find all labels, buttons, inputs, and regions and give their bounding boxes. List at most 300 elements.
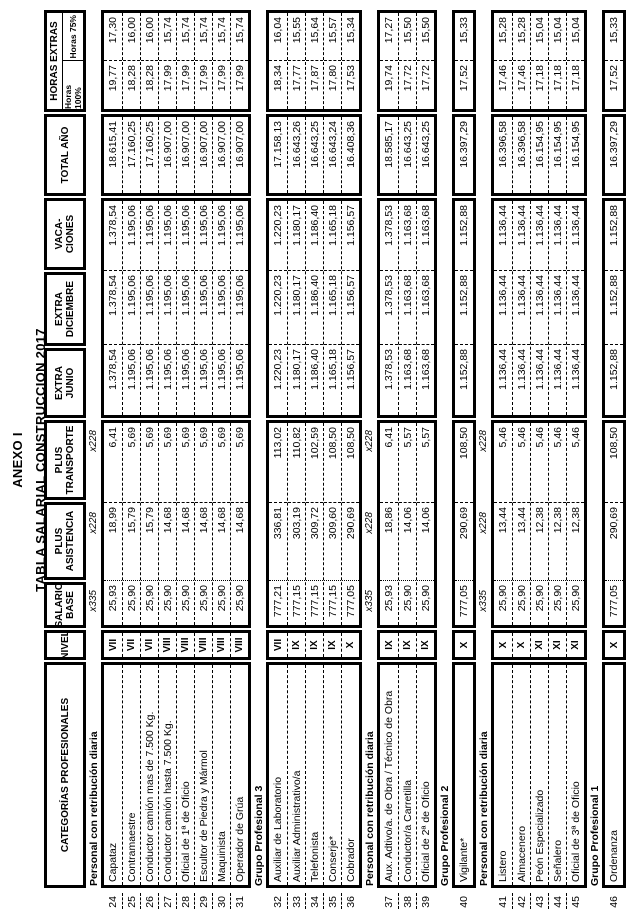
row-number: 34: [308, 896, 321, 908]
horas-75-cell: 15,74: [159, 13, 176, 61]
section-spacer: [437, 10, 452, 112]
horas-75-header: Horas 75%: [63, 13, 83, 62]
nivel-cell: IX: [327, 640, 338, 650]
extra-diciembre-cell: 1.378,53: [380, 271, 398, 345]
plus-transporte-cell: 5,57: [399, 423, 416, 503]
section-spacer: [251, 198, 266, 418]
extra-diciembre-cell: 1.163,68: [417, 271, 434, 345]
extra-junio-header: [44, 348, 86, 418]
table-row: [122, 665, 140, 885]
table-row: [158, 665, 176, 885]
section-spacer: [86, 890, 101, 912]
section-block: [377, 420, 437, 628]
total-ano-cell: 17.160,25: [125, 121, 138, 168]
horas-75-cell: 16,00: [141, 13, 158, 61]
horas-100-cell: 18,34: [272, 65, 284, 92]
section-block: [266, 198, 362, 418]
salario-base-cell: 25,90: [161, 585, 174, 612]
table-row: [269, 13, 287, 109]
table-row: [176, 117, 194, 193]
table-row: [230, 117, 248, 193]
section-block: [101, 10, 251, 112]
section-spacer: [476, 630, 491, 660]
horas-100-cell: 17,99: [161, 65, 174, 92]
extra-diciembre-cell: 1.165,18: [324, 271, 341, 345]
table-row: [194, 633, 212, 657]
table-row: [212, 201, 230, 415]
category-cell: Conductor/a Carretilla: [401, 779, 414, 882]
multiplier-label: [587, 502, 602, 580]
plus-asistencia-cell: 336,81: [269, 503, 287, 581]
table-row: [269, 633, 287, 657]
table-row: [140, 117, 158, 193]
horas-100-cell: 18,28: [125, 65, 138, 92]
section-title: Personal con retribución diaria: [87, 731, 100, 886]
vacaciones-cell: 1.220,23: [269, 201, 287, 271]
vacaciones-cell: 1.195,06: [159, 201, 176, 271]
horas-75-cell: 15,34: [342, 13, 359, 61]
salario-base-cell: 25,90: [215, 585, 228, 612]
table-row: [530, 633, 548, 657]
section-block: [101, 420, 251, 628]
table-row: [512, 201, 530, 415]
table-row: [455, 423, 473, 625]
vacaciones-cell: 1.195,06: [213, 201, 230, 271]
salary-table: [44, 8, 626, 912]
multiplier-label: [437, 502, 452, 580]
row-number: 31: [233, 896, 246, 908]
table-row: [287, 665, 305, 885]
row-number: 35: [326, 896, 339, 908]
horas-75-cell: 15,74: [177, 13, 194, 61]
extra-junio-cell: 1.136,44: [569, 349, 582, 390]
table-row: [380, 633, 398, 657]
vacaciones-cell: 1.136,44: [531, 201, 548, 271]
table-row: [269, 423, 287, 625]
nivel-cell: VIII: [234, 637, 245, 653]
horas-75-cell: 15,74: [213, 13, 230, 61]
total-ano-cell: 16.907,00: [179, 121, 192, 168]
category-cell: Auxiliar de Laboratorio: [272, 776, 284, 882]
table-row: [398, 13, 416, 109]
section-title: Personal con retribución diaria: [363, 731, 376, 886]
salario-base-cell: 777,15: [308, 585, 321, 618]
section-spacer: [587, 114, 602, 196]
section-multipliers: [587, 420, 602, 628]
table-row: [104, 423, 122, 625]
horas-100-cell: 17,77: [290, 65, 303, 92]
table-row: [323, 893, 341, 909]
salario-base-header: [44, 582, 86, 628]
category-cell: Telefonista: [308, 831, 321, 882]
salario-base-cell: 25,90: [179, 585, 192, 612]
category-cell: Peón Especializado: [533, 789, 546, 882]
plus-transporte-cell: 5,46: [531, 423, 548, 503]
row-number: 42: [515, 896, 528, 908]
extra-diciembre-cell: 1.163,68: [399, 271, 416, 345]
vacaciones-cell: 1.152,88: [605, 201, 623, 271]
plus-asistencia-cell: 15,79: [123, 503, 140, 581]
table-row: [530, 423, 548, 625]
table-row: [512, 13, 530, 109]
extra-junio-cell: 1.152,88: [458, 349, 470, 390]
total-ano-cell: 16.643,25: [401, 121, 414, 168]
section-spacer: [476, 114, 491, 196]
table-row: [305, 117, 323, 193]
horas-75-cell: 17,30: [104, 13, 122, 61]
multiplier-label: [251, 580, 266, 628]
nivel-cell: X: [497, 641, 509, 649]
section-spacer: [86, 10, 101, 112]
section-spacer: [476, 198, 491, 418]
table-row: [380, 201, 398, 415]
row-number: 27: [161, 896, 174, 908]
row-number: 46: [608, 896, 620, 908]
nivel-cell: VIII: [180, 637, 191, 653]
table-row: [548, 893, 566, 909]
plus-transporte-cell: 102,59: [306, 423, 323, 503]
section-spacer: [362, 10, 377, 112]
multiplier-label: [587, 580, 602, 628]
total-ano-header-label: TOTAL AÑO: [59, 126, 71, 184]
section-block: [602, 114, 626, 196]
category-cell: Aux. Adtivo/a. de Obra / Técnico de Obra: [383, 690, 395, 882]
table-row: [455, 665, 473, 885]
horas-100-cell: 17,18: [533, 65, 546, 92]
table-row: [566, 13, 584, 109]
plus-asistencia-cell: 13,44: [494, 503, 512, 581]
column-group-salario-pluses: [44, 420, 626, 628]
table-row: [341, 665, 359, 885]
plus-transporte-cell: 5,69: [213, 423, 230, 503]
plus-asistencia-cell: 18,99: [104, 503, 122, 581]
table-row: [122, 117, 140, 193]
table-row: [305, 633, 323, 657]
plus-transporte-cell: 5,69: [177, 423, 194, 503]
section-spacer: [362, 114, 377, 196]
section-block: [452, 662, 476, 888]
horas-75-cell: 15,64: [306, 13, 323, 61]
table-row: [380, 423, 398, 625]
section-block: [452, 10, 476, 112]
row-number: 24: [107, 896, 119, 908]
plus-transporte-cell: 5,69: [141, 423, 158, 503]
category-cell: Ordenanza: [608, 830, 620, 882]
extra-diciembre-cell: 1.180,17: [288, 271, 305, 345]
plus-asistencia-cell: 309,60: [324, 503, 341, 581]
extra-junio-cell: 1.195,06: [125, 349, 138, 390]
table-row: [269, 117, 287, 193]
section-block: [101, 114, 251, 196]
section-spacer: [86, 198, 101, 418]
total-ano-cell: 16.907,00: [197, 121, 210, 168]
extra-diciembre-header: [44, 272, 86, 346]
column-categorias: [44, 662, 626, 888]
total-ano-cell: 16.643,26: [290, 121, 303, 168]
horas-extras-subheaders: [63, 13, 83, 109]
table-row: [287, 201, 305, 415]
extra-junio-cell: 1.163,68: [401, 349, 414, 390]
multiplier-label: [251, 502, 266, 580]
annex-title: ANEXO I: [10, 432, 25, 488]
vacaciones-header-line2: CIONES: [65, 214, 76, 254]
column-nivel: [44, 630, 626, 660]
extra-diciembre-cell: 1.195,06: [141, 271, 158, 345]
table-row: [548, 423, 566, 625]
table-row: [530, 893, 548, 909]
extra-junio-cell: 1.136,44: [497, 349, 509, 390]
horas-100-cell: 17,72: [401, 65, 414, 92]
table-row: [398, 117, 416, 193]
table-row: [566, 117, 584, 193]
table-row: [494, 665, 512, 885]
table-row: [176, 13, 194, 109]
vacaciones-cell: 1.156,57: [342, 201, 359, 271]
horas-100-cell: 19,77: [107, 65, 119, 92]
multiplier-label: x335: [88, 590, 99, 612]
section-spacer: [476, 890, 491, 912]
table-row: [158, 423, 176, 625]
table-row: [176, 665, 194, 885]
extra-diciembre-cell: 1.195,06: [177, 271, 194, 345]
section-multipliers: [476, 420, 491, 628]
nivel-cell: VII: [107, 638, 119, 652]
table-row: [305, 13, 323, 109]
extra-diciembre-cell: 1.136,44: [494, 271, 512, 345]
table-row: [416, 201, 434, 415]
junio-header-line1: EXTRA: [54, 366, 65, 400]
nivel-cell: IX: [383, 640, 395, 650]
plus-asistencia-cell: 290,69: [342, 503, 359, 581]
total-ano-cell: 16.396,58: [515, 121, 528, 168]
table-row: [212, 893, 230, 909]
multiplier-label: x228: [88, 430, 99, 452]
nivel-cell: VII: [126, 638, 137, 652]
extra-diciembre-cell: 1.195,06: [159, 271, 176, 345]
row-number: 41: [497, 896, 509, 908]
section-multipliers: [437, 420, 452, 628]
category-cell: Conductor camión mas de 7.500 Kg.: [143, 711, 156, 882]
table-row: [212, 13, 230, 109]
table-row: [122, 893, 140, 909]
nivel-cell: IX: [309, 640, 320, 650]
total-ano-cell: 18.585,17: [383, 121, 395, 168]
salario-header-line1: SALARIO: [54, 582, 65, 628]
total-ano-cell: 16.154,95: [551, 121, 564, 168]
table-row: [104, 117, 122, 193]
vacaciones-cell: 1.195,06: [123, 201, 140, 271]
section-spacer: [587, 198, 602, 418]
plus-asistencia-cell: 14,68: [159, 503, 176, 581]
table-row: [287, 633, 305, 657]
nivel-cell: XI: [570, 640, 581, 650]
section-spacer: [437, 890, 452, 912]
table-row: [194, 117, 212, 193]
plus-transporte-cell: 5,69: [159, 423, 176, 503]
plus-asistencia-cell: 14,68: [213, 503, 230, 581]
section-spacer: [476, 10, 491, 112]
horas-100-cell: 19,74: [383, 65, 395, 92]
vacaciones-cell: 1.378,54: [104, 201, 122, 271]
table-row: [416, 665, 434, 885]
plus-transporte-cell: 108,50: [342, 423, 359, 503]
horas-75-cell: 16,04: [269, 13, 287, 61]
section-block: [452, 890, 476, 912]
salario-base-cell: 25,93: [383, 585, 395, 612]
table-row: [455, 893, 473, 909]
horas-100-cell: 17,99: [215, 65, 228, 92]
table-row: [512, 423, 530, 625]
table-row: [605, 893, 623, 909]
row-number: 30: [215, 896, 228, 908]
plus-transporte-cell: 108,50: [324, 423, 341, 503]
plus-asistencia-cell: 290,69: [605, 503, 623, 581]
diciembre-header-line2: DICIEMBRE: [65, 280, 76, 338]
vacaciones-cell: 1.136,44: [494, 201, 512, 271]
nivel-cell: VII: [272, 638, 284, 652]
section-spacer: [362, 890, 377, 912]
vacaciones-cell: 1.378,53: [380, 201, 398, 271]
section-spacer: [251, 114, 266, 196]
plus-transporte-cell: 110,82: [288, 423, 305, 503]
section-block: [266, 10, 362, 112]
vacaciones-cell: 1.195,06: [177, 201, 194, 271]
plus-asistencia-cell: 15,79: [141, 503, 158, 581]
table-row: [380, 13, 398, 109]
table-row: [566, 665, 584, 885]
table-row: [140, 201, 158, 415]
extra-junio-cell: 1.195,06: [233, 349, 246, 390]
horas-75-cell: 15,50: [417, 13, 434, 61]
salario-base-cell: 777,15: [290, 585, 303, 618]
plus-transporte-cell: 5,69: [195, 423, 212, 503]
plus-transporte-cell: 5,69: [123, 423, 140, 503]
table-row: [566, 893, 584, 909]
table-row: [512, 633, 530, 657]
table-row: [122, 201, 140, 415]
column-group-horas-extras: [44, 10, 626, 112]
section-spacer: [362, 198, 377, 418]
nivel-cell: X: [345, 641, 356, 649]
table-row: [455, 201, 473, 415]
total-ano-cell: 17.158,13: [272, 121, 284, 168]
section-block: [602, 10, 626, 112]
table-row: [230, 893, 248, 909]
vacaciones-cell: 1.163,68: [417, 201, 434, 271]
vacaciones-cell: 1.136,44: [567, 201, 584, 271]
section-spacer: [587, 10, 602, 112]
column-group-pagas-extras: [44, 198, 626, 418]
section-block: [101, 198, 251, 418]
table-row: [323, 423, 341, 625]
table-row: [416, 633, 434, 657]
table-row: [512, 665, 530, 885]
category-cell: Señalero: [551, 839, 564, 882]
horas-100-cell: 17,18: [551, 65, 564, 92]
section-block: [602, 420, 626, 628]
nivel-cell: VII: [144, 638, 155, 652]
section-spacer: [587, 890, 602, 912]
table-row: [323, 633, 341, 657]
horas-extras-header: [44, 10, 86, 112]
plus-transporte-cell: 113,02: [269, 423, 287, 503]
row-number-header-spacer: [44, 890, 86, 912]
table-row: [530, 201, 548, 415]
table-row: [140, 665, 158, 885]
section-title: Personal con retribución diaria: [477, 731, 490, 886]
table-row: [230, 13, 248, 109]
table-row: [158, 13, 176, 109]
extra-diciembre-cell: 1.195,06: [213, 271, 230, 345]
row-number: 29: [197, 896, 210, 908]
extra-diciembre-cell: 1.136,44: [567, 271, 584, 345]
category-cell: Conserje*: [326, 835, 339, 882]
table-row: [566, 423, 584, 625]
table-row: [566, 633, 584, 657]
table-row: [212, 665, 230, 885]
section-title: Grupo Profesional 1: [588, 785, 601, 886]
section-spacer: [587, 630, 602, 660]
salario-base-cell: 777,05: [608, 585, 620, 618]
vacaciones-cell: 1.136,44: [549, 201, 566, 271]
extra-diciembre-cell: 1.195,06: [231, 271, 248, 345]
extra-junio-cell: 1.195,06: [197, 349, 210, 390]
section-block: [491, 890, 587, 912]
extra-diciembre-cell: 1.152,88: [455, 271, 473, 345]
table-row: [287, 423, 305, 625]
nivel-cell: IX: [402, 640, 413, 650]
section-multipliers: [86, 420, 101, 628]
table-row: [380, 665, 398, 885]
plus-asistencia-cell: 14,06: [417, 503, 434, 581]
salario-base-cell: 777,05: [344, 585, 357, 618]
category-cell: Oficial de 1ª de Oficio: [179, 781, 192, 882]
extra-diciembre-cell: 1.136,44: [549, 271, 566, 345]
extra-junio-cell: 1.378,53: [383, 349, 395, 390]
table-row: [323, 13, 341, 109]
extra-diciembre-cell: 1.136,44: [531, 271, 548, 345]
salario-base-cell: 25,90: [233, 585, 246, 612]
salario-base-cell: 25,90: [125, 585, 138, 612]
plus-asistencia-cell: 12,38: [531, 503, 548, 581]
section-spacer: [86, 630, 101, 660]
salario-header-line2: BASE: [65, 591, 76, 619]
section-block: [101, 662, 251, 888]
horas-100-cell: 17,80: [326, 65, 339, 92]
multiplier-label: x228: [364, 430, 375, 452]
table-row: [212, 423, 230, 625]
vacaciones-cell: 1.195,06: [195, 201, 212, 271]
nivel-cell: XI: [552, 640, 563, 650]
table-row: [158, 633, 176, 657]
table-row: [269, 893, 287, 909]
extra-diciembre-cell: 1.136,44: [513, 271, 530, 345]
category-cell: Listero: [497, 850, 509, 882]
extra-diciembre-cell: 1.220,23: [269, 271, 287, 345]
total-ano-cell: 18.615,41: [107, 121, 119, 168]
horas-75-cell: 17,27: [380, 13, 398, 61]
plus-transporte-cell: 6,41: [104, 423, 122, 503]
nivel-header: [44, 630, 86, 660]
horas-100-cell: 17,53: [344, 65, 357, 92]
horas-100-cell: 17,99: [233, 65, 246, 92]
multiplier-label: x228: [88, 512, 99, 534]
multiplier-label: x228: [364, 512, 375, 534]
horas-100-cell: 17,99: [179, 65, 192, 92]
table-row: [104, 665, 122, 885]
extra-junio-cell: 1.195,06: [215, 349, 228, 390]
vacaciones-cell: 1.136,44: [513, 201, 530, 271]
